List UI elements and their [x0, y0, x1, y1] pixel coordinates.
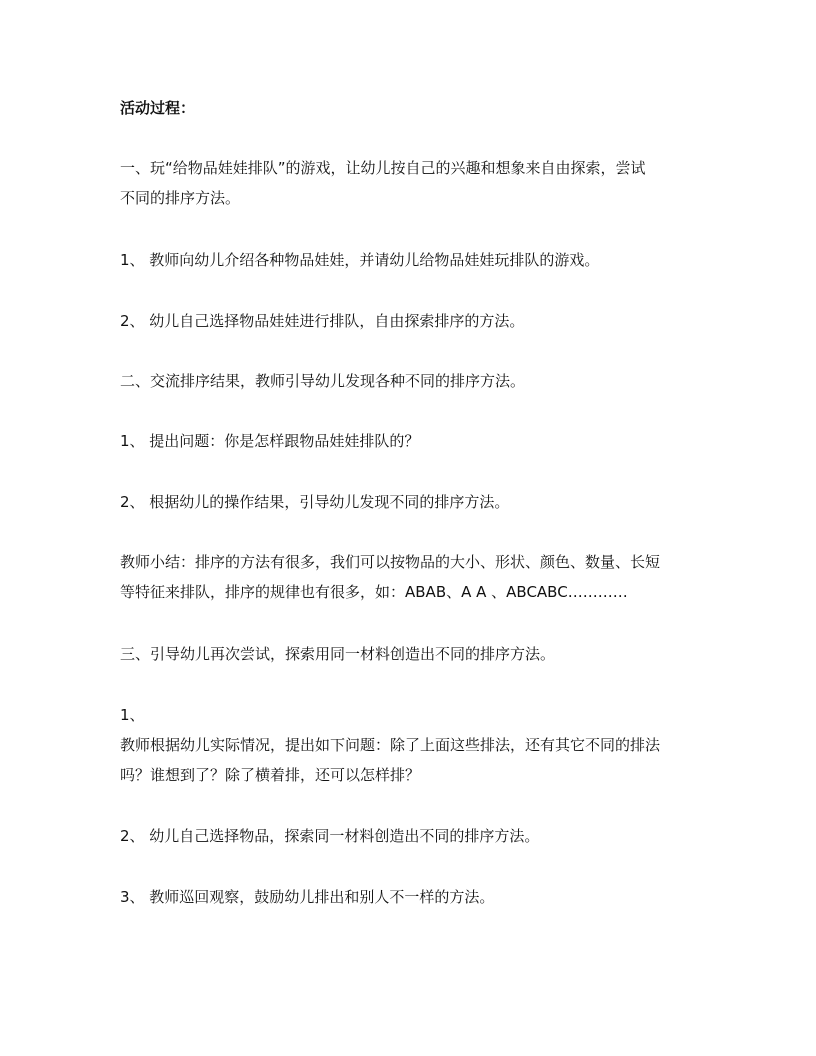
paragraph-1-line-2: 不同的排序方法。	[120, 189, 241, 207]
paragraph-3: 2、 幼儿自己选择物品娃娃进行排队，自由探索排序的方法。	[120, 312, 525, 330]
paragraph-9-number: 1、	[120, 706, 145, 724]
paragraph-2: 1、 教师向幼儿介绍各种物品娃娃，并请幼儿给物品娃娃玩排队的游戏。	[120, 251, 600, 269]
paragraph-1-line-1: 一、玩“给物品娃娃排队”的游戏，让幼儿按自己的兴趣和想象来自由探索，尝试	[120, 159, 646, 177]
paragraph-7-line-2: 等特征来排队，排序的规律也有很多，如：ABAB、A A 、ABCABC…………	[120, 583, 628, 601]
paragraph-10: 2、 幼儿自己选择物品，探索同一材料创造出不同的排序方法。	[120, 827, 540, 845]
paragraph-8: 三、引导幼儿再次尝试，探索用同一材料创造出不同的排序方法。	[120, 645, 556, 663]
paragraph-9-line-1: 教师根据幼儿实际情况，提出如下问题：除了上面这些排法，还有其它不同的排法	[120, 736, 661, 754]
paragraph-11: 3、 教师巡回观察，鼓励幼儿排出和别人不一样的方法。	[120, 888, 495, 906]
paragraph-5: 1、 提出问题：你是怎样跟物品娃娃排队的？	[120, 432, 420, 450]
paragraph-9-line-2: 吗？谁想到了？除了横着排，还可以怎样排？	[120, 766, 421, 784]
paragraph-6: 2、 根据幼儿的操作结果，引导幼儿发现不同的排序方法。	[120, 493, 510, 511]
paragraph-7-line-1: 教师小结：排序的方法有很多，我们可以按物品的大小、形状、颜色、数量、长短	[120, 553, 661, 571]
paragraph-4: 二、交流排序结果，教师引导幼儿发现各种不同的排序方法。	[120, 372, 526, 390]
section-title: 活动过程：	[120, 99, 196, 117]
